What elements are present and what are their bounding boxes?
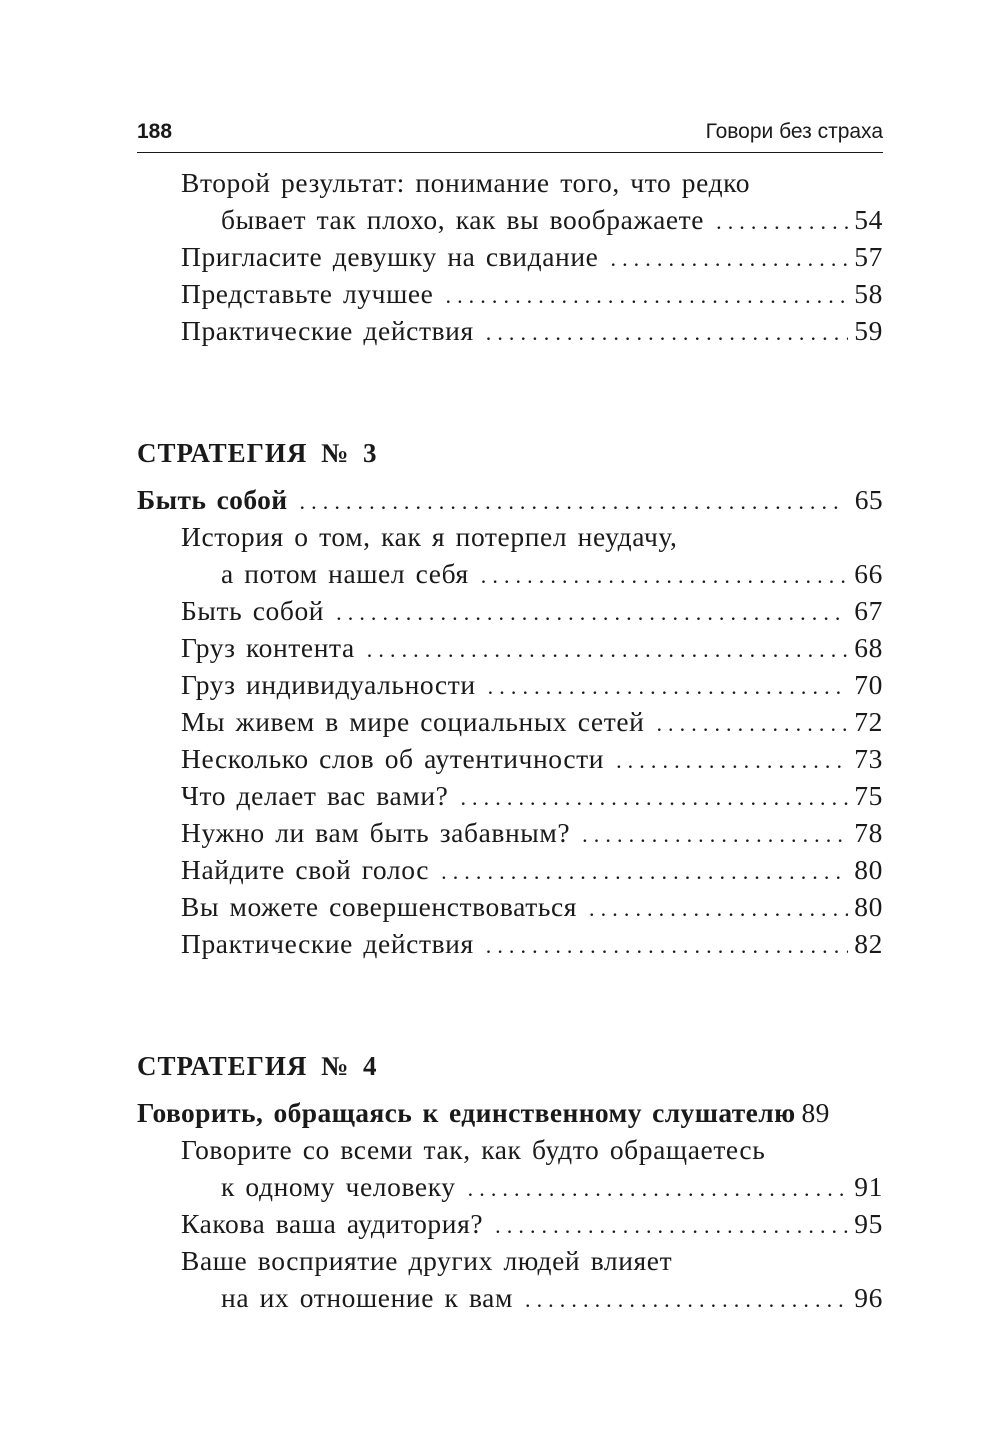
dot-leader — [481, 557, 849, 594]
strategy-heading: СТРАТЕГИЯ № 3 — [137, 438, 378, 468]
toc-entry-page-number: 95 — [854, 1208, 883, 1239]
book-title: Говори без страха — [705, 120, 883, 143]
toc-entry-title: на их отношение к вам — [221, 1282, 513, 1313]
dot-leader — [716, 203, 848, 240]
toc-block-continued — [137, 164, 883, 349]
toc-entry-page-number: 80 — [854, 891, 883, 922]
dot-leader — [486, 314, 849, 351]
toc-entry[interactable] — [137, 666, 883, 703]
toc-entry-page-number: 82 — [854, 928, 883, 959]
toc-entry-title: Пригласите девушку на свидание — [181, 241, 599, 272]
toc-entry-title: а потом нашел себя — [221, 558, 469, 589]
strategy-4-section — [137, 1038, 883, 1316]
toc-entry-title: История о том, как я потерпел неудачу, — [181, 521, 678, 552]
toc-entry-title: Груз индивидуальности — [181, 669, 476, 700]
toc-entry-title: Практические действия — [181, 315, 474, 346]
dot-leader — [589, 890, 848, 927]
dot-leader — [460, 779, 848, 816]
toc-entry-page-number: 66 — [854, 558, 883, 589]
dot-leader — [441, 853, 848, 890]
toc-entry-page-number: 73 — [854, 743, 883, 774]
chapter-title-entry[interactable] — [137, 481, 883, 518]
strategy-4-entries — [137, 1131, 883, 1316]
toc-entry[interactable] — [137, 275, 883, 312]
chapter-page-number: 65 — [854, 484, 883, 515]
dot-leader — [582, 816, 848, 853]
toc-entry-page-number: 80 — [854, 854, 883, 885]
toc-entry[interactable] — [137, 201, 883, 238]
toc-entry-title: Что делает вас вами? — [181, 780, 449, 811]
page-number: 188 — [137, 120, 173, 143]
toc-entry-title: Представьте лучшее — [181, 278, 434, 309]
toc-entry[interactable] — [137, 777, 883, 814]
toc-entry[interactable] — [137, 164, 883, 201]
section-spacer — [137, 962, 883, 1038]
toc-entry-page-number: 70 — [854, 669, 883, 700]
dot-leader — [656, 705, 848, 742]
toc-entry-page-number: 59 — [854, 315, 883, 346]
strategy-3-section — [137, 425, 883, 962]
dot-leader — [300, 483, 843, 520]
toc-entry-page-number: 91 — [854, 1171, 883, 1202]
chapter-title: Говорить, обращаясь к единственному слушателю — [137, 1097, 796, 1128]
toc-entry[interactable] — [137, 1168, 883, 1205]
toc-entry-title: Вы можете совершенствоваться — [181, 891, 578, 922]
toc-entry[interactable] — [137, 851, 883, 888]
dot-leader — [468, 1170, 849, 1207]
chapter-page-number: 89 — [801, 1097, 830, 1128]
toc-entry[interactable] — [137, 518, 883, 555]
toc-entry[interactable] — [137, 740, 883, 777]
toc-entry-title: бывает так плохо, как вы воображаете — [221, 204, 705, 235]
toc-entry-title: Быть собой — [181, 595, 325, 626]
toc-entry-page-number: 68 — [854, 632, 883, 663]
toc-entry[interactable] — [137, 555, 883, 592]
toc-entry-title: Какова ваша аудитория? — [181, 1208, 484, 1239]
table-of-contents — [137, 164, 883, 1316]
toc-entry[interactable] — [137, 1205, 883, 1242]
dot-leader — [367, 631, 849, 668]
toc-entry-title: Груз контента — [181, 632, 355, 663]
dot-leader — [616, 742, 848, 779]
toc-entry-page-number: 72 — [854, 706, 883, 737]
toc-entry[interactable] — [137, 312, 883, 349]
toc-entry[interactable] — [137, 592, 883, 629]
book-page — [137, 0, 883, 1448]
dot-leader — [525, 1281, 848, 1318]
toc-entry[interactable] — [137, 1279, 883, 1316]
toc-entry[interactable] — [137, 888, 883, 925]
toc-entry-page-number: 54 — [854, 204, 883, 235]
dot-leader — [610, 240, 848, 277]
toc-entry-page-number: 96 — [854, 1282, 883, 1313]
dot-leader — [445, 277, 848, 314]
chapter-title-entry[interactable] — [137, 1094, 883, 1131]
toc-entry-title: Ваше восприятие других людей влияет — [181, 1245, 673, 1276]
toc-entry-page-number: 57 — [854, 241, 883, 272]
toc-entry-title: Найдите свой голос — [181, 854, 430, 885]
toc-entry-page-number: 78 — [854, 817, 883, 848]
chapter-title: Быть собой — [137, 484, 288, 515]
strategy-heading: СТРАТЕГИЯ № 4 — [137, 1051, 378, 1081]
dot-leader — [495, 1207, 848, 1244]
toc-entry-page-number: 75 — [854, 780, 883, 811]
dot-leader — [488, 668, 849, 705]
toc-entry-page-number: 67 — [854, 595, 883, 626]
dot-leader — [336, 594, 848, 631]
toc-entry-title: Несколько слов об аутентичности — [181, 743, 605, 774]
toc-entry-title: Практические действия — [181, 928, 474, 959]
toc-entry-title: Второй результат: понимание того, что редко — [181, 167, 751, 198]
toc-entry-title: к одному человеку — [221, 1171, 456, 1202]
toc-entry[interactable] — [137, 1242, 883, 1279]
dot-leader — [486, 927, 849, 964]
toc-entry[interactable] — [137, 629, 883, 666]
toc-entry-title: Говорите со всеми так, как будто обращаетесь — [181, 1134, 766, 1165]
toc-entry-title: Нужно ли вам быть забавным? — [181, 817, 571, 848]
toc-entry[interactable] — [137, 814, 883, 851]
toc-entry[interactable] — [137, 1131, 883, 1168]
toc-entry[interactable] — [137, 238, 883, 275]
section-spacer — [137, 349, 883, 425]
strategy-3-entries — [137, 518, 883, 962]
toc-entry[interactable] — [137, 925, 883, 962]
running-header — [137, 118, 883, 153]
toc-entry[interactable] — [137, 703, 883, 740]
toc-entry-title: Мы живем в мире социальных сетей — [181, 706, 645, 737]
toc-entry-page-number: 58 — [854, 278, 883, 309]
